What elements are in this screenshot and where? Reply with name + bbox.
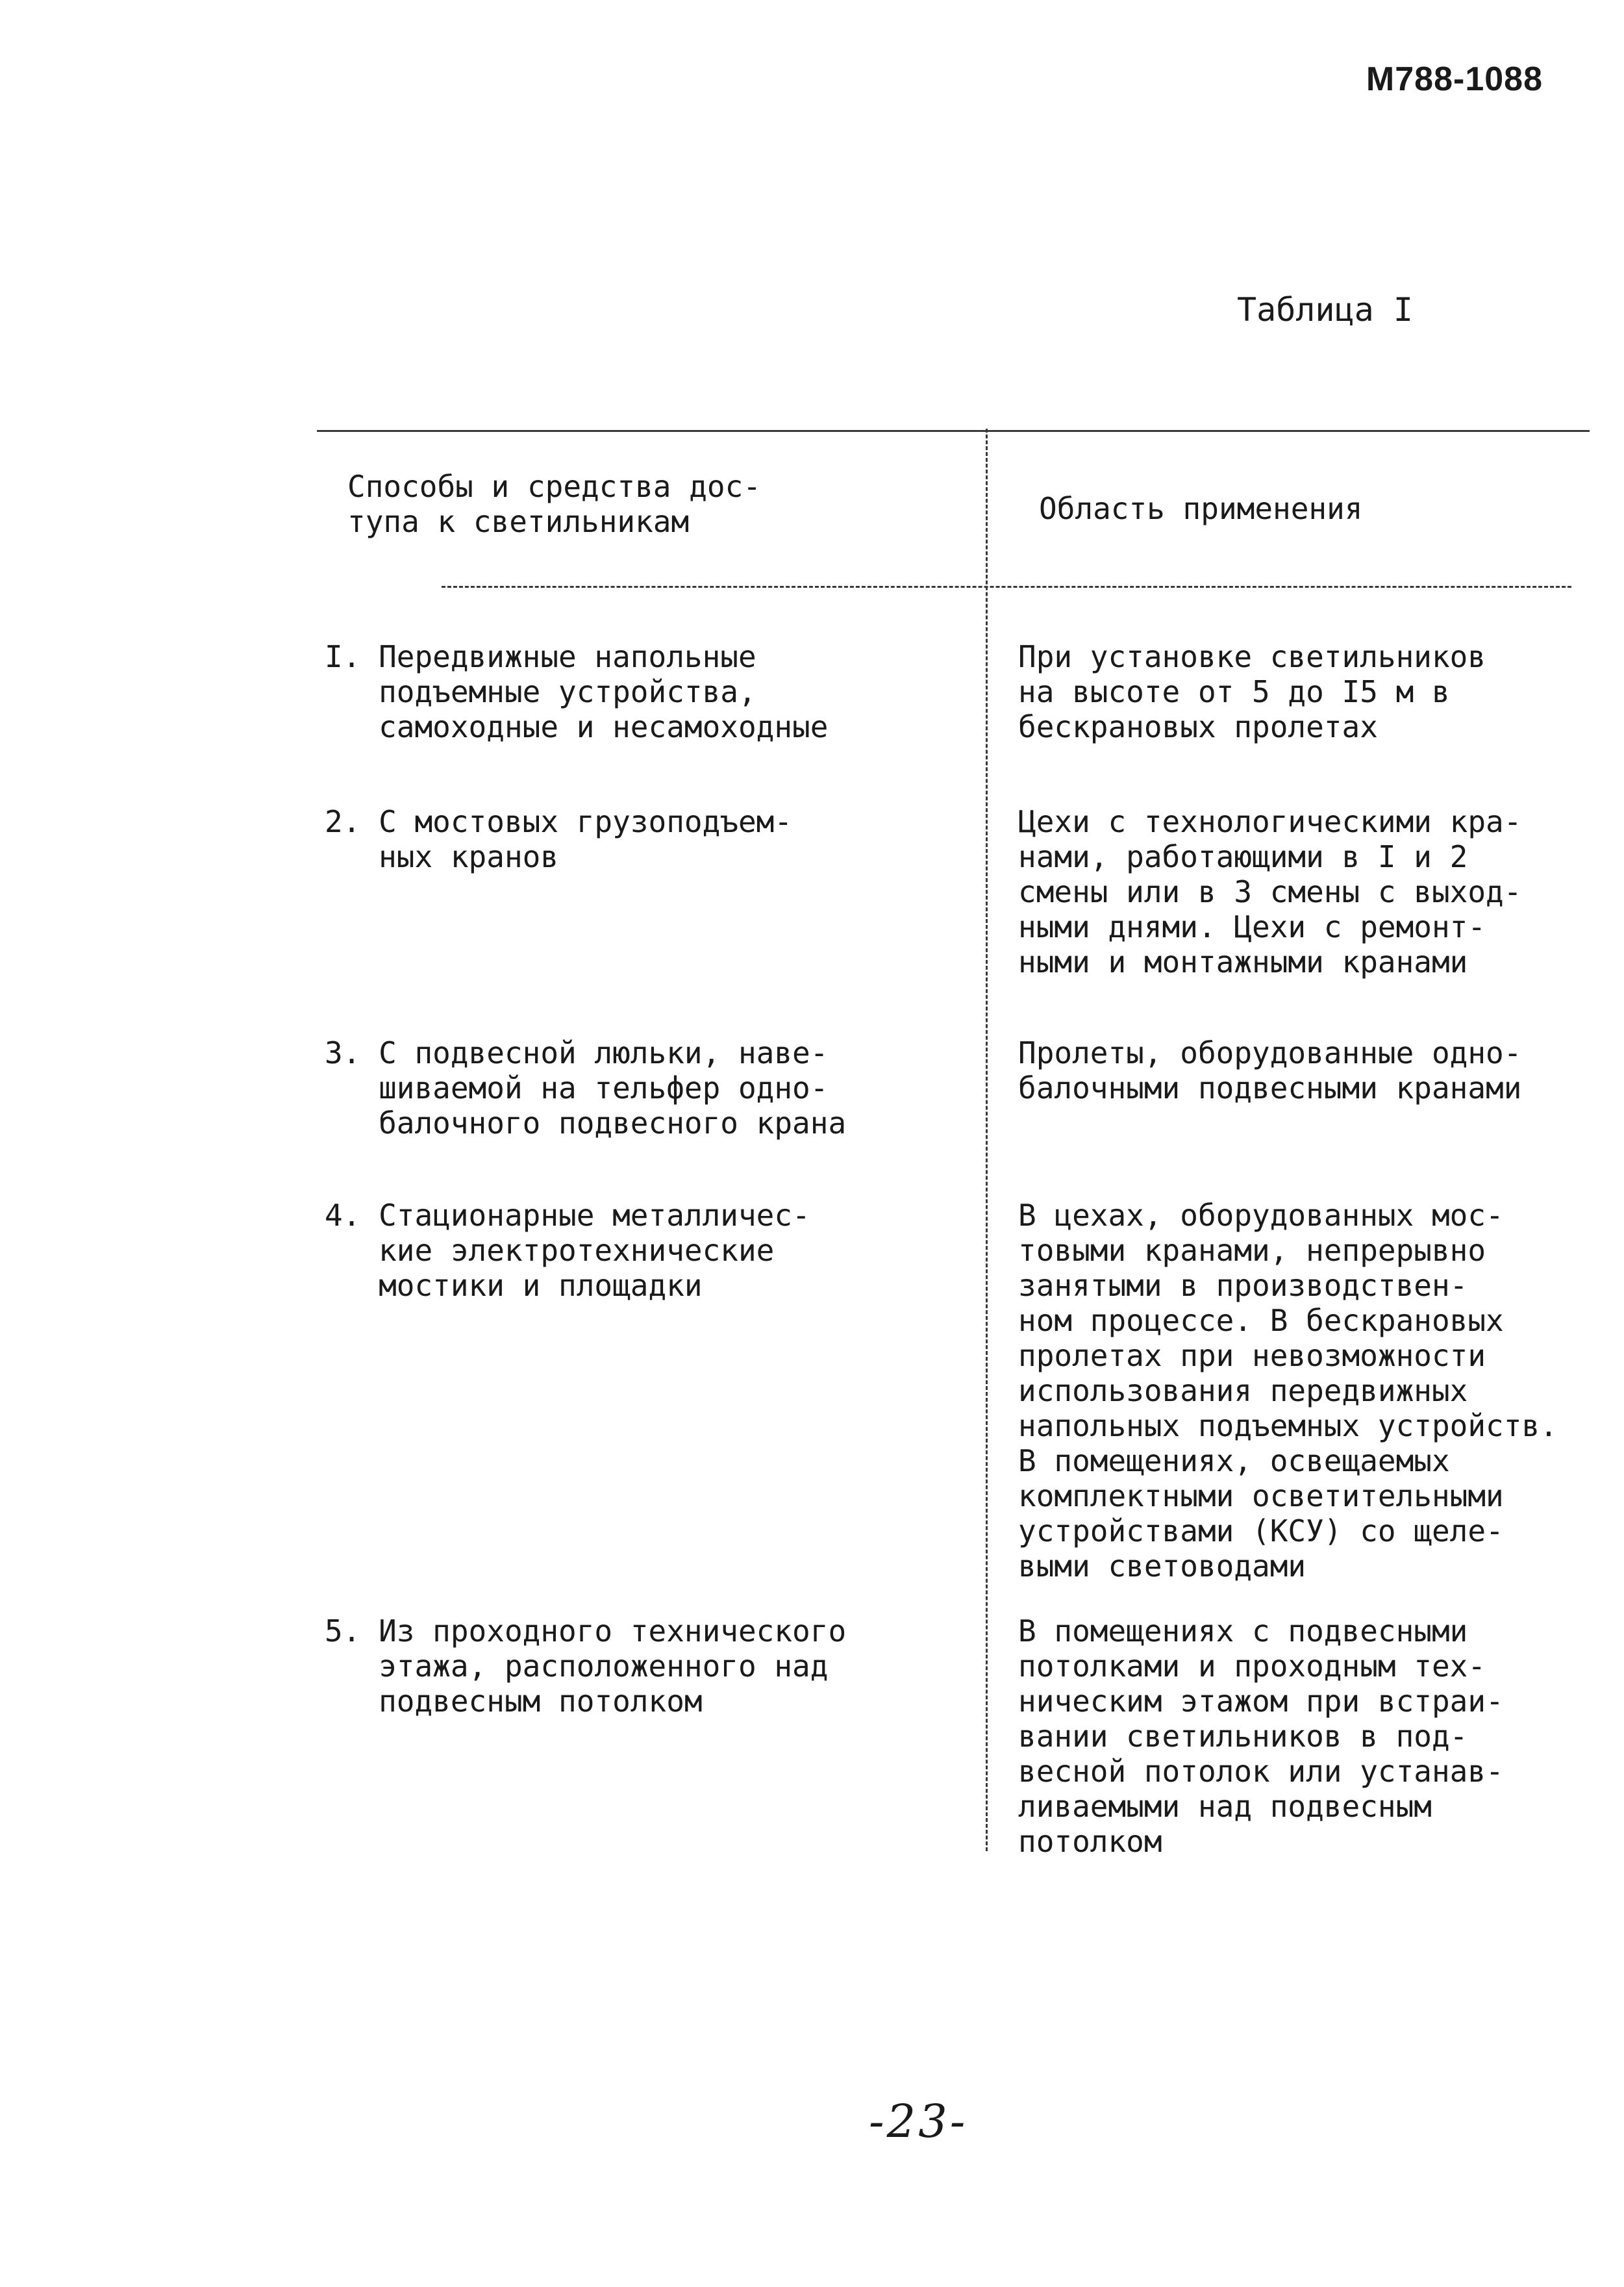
header-method: Способы и средства дос- тупа к светильникам xyxy=(347,469,761,539)
row-2-scope: Цехи с технологическими кра- нами, работающими в I и 2 смены или в 3 смены с выход- ными днями. Цехи с ремонт- ными и монтажными кранами xyxy=(1018,804,1522,979)
row-5-method: 5. Из проходного технического этажа, расположенного над подвесным потолком xyxy=(325,1613,847,1719)
header-scope: Область применения xyxy=(1039,491,1363,526)
page-number: -23- xyxy=(869,2095,968,2148)
row-2-method: 2. С мостовых грузоподъем- ных кранов xyxy=(325,804,793,874)
row-1-scope: При установке светильников на высоте от 5 до I5 м в бескрановых пролетах xyxy=(1018,639,1486,744)
row-4-scope: В цехах, оборудованных мос- товыми кранами, непрерывно занятыми в производствен- ном процессе. В бескрановых пролетах при невозможности использования передвижных напольных подъемных устройств. В помещениях, освещаемых комплектными осветительными устройствами (КСУ) со щеле- выми световодами xyxy=(1018,1198,1558,1584)
row-1-method: I. Передвижные напольные подъемные устройства, самоходные и несамоходные xyxy=(325,639,829,744)
document-code: М788-1088 xyxy=(1366,60,1543,98)
row-3-scope: Пролеты, оборудованные одно- балочными подвесными кранами xyxy=(1018,1035,1522,1106)
row-5-scope: В помещениях с подвесными потолками и проходным тех- ническим этажом при встраи- вании светильников в под- весной потолок или устанав- ливаемыми над подвесным потолком xyxy=(1018,1613,1504,1859)
table-caption: Таблица I xyxy=(1237,291,1413,329)
row-4-method: 4. Стационарные металличес- кие электротехнические мостики и площадки xyxy=(325,1198,810,1303)
row-3-method: 3. С подвесной люльки, наве- шиваемой на тельфер одно- балочного подвесного крана xyxy=(325,1035,847,1141)
table-column-divider xyxy=(986,429,988,1851)
table-header-rule xyxy=(442,586,1571,588)
table-top-rule xyxy=(317,430,1590,432)
